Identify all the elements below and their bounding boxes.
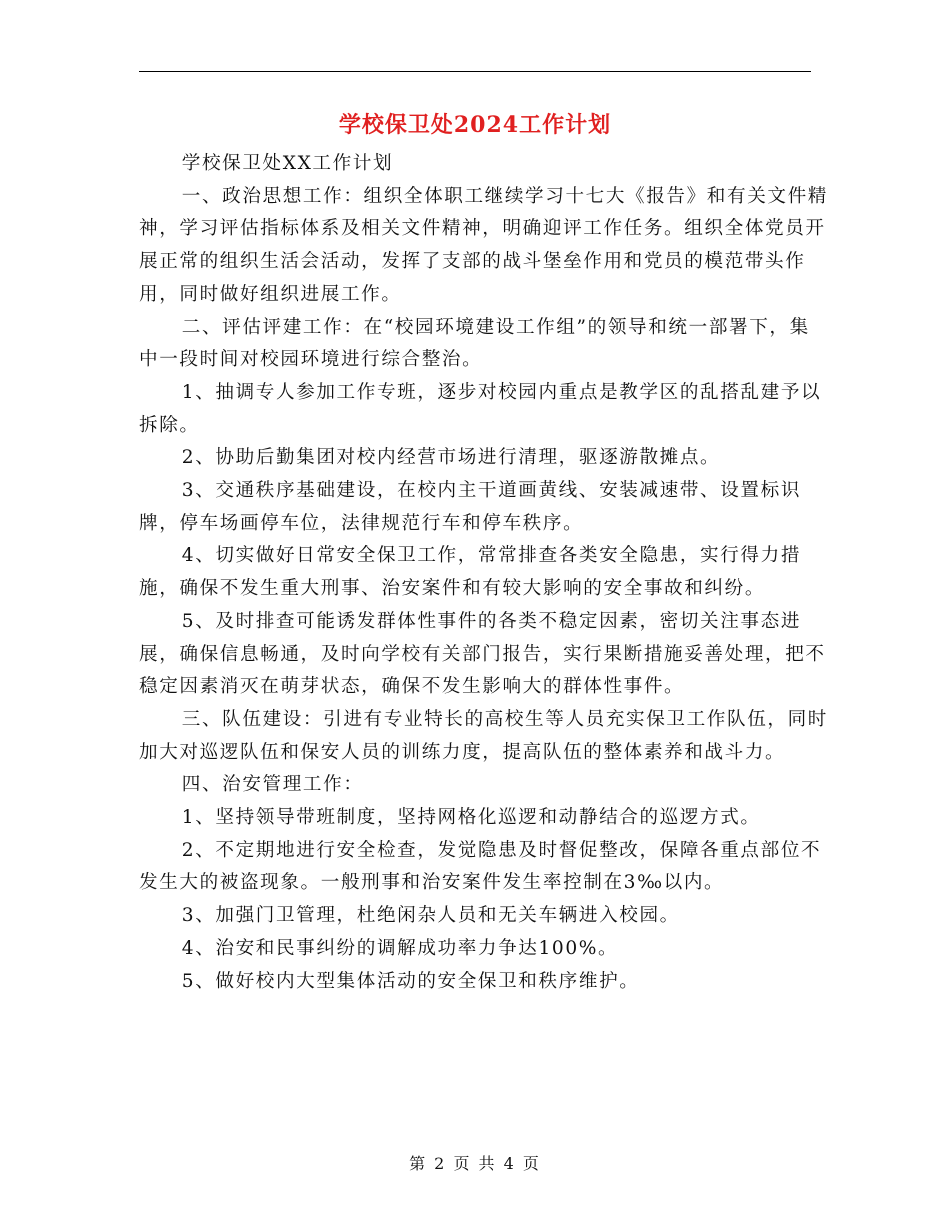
paragraph-item: 4、治安和民事纠纷的调解成功率力争达100%。 xyxy=(181,937,619,959)
document-body xyxy=(139,148,829,998)
paragraph-item: 5、做好校内大型集体活动的安全保卫和秩序维护。 xyxy=(181,970,640,992)
paragraph-item: 3、交通秩序基础建设，在校内主干道画黄线、安装减速带、设置标识牌，停车场画停车位，法律规范行车和停车秩序。 xyxy=(139,480,802,534)
paragraph-item: 2、不定期地进行安全检查，发觉隐患及时督促整改，保障各重点部位不发生大的被盗现象。一般刑事和治安案件发生率控制在3‰以内。 xyxy=(139,839,822,894)
paragraph-item: 3、加强门卫管理，杜绝闲杂人员和无关车辆进入校园。 xyxy=(181,905,680,927)
header-rule xyxy=(139,71,811,72)
page-number-footer: 第 2 页 共 4 页 xyxy=(409,1154,541,1173)
paragraph-item: 2、协助后勤集团对校内经营市场进行清理，驱逐游散摊点。 xyxy=(181,447,721,469)
paragraph-section-3: 三、队伍建设：引进有专业特长的高校生等人员充实保卫工作队伍，同时加大对巡逻队伍和保安人员的训练力度，提高队伍的整体素养和战斗力。 xyxy=(139,708,828,763)
paragraph-item: 1、坚持领导带班制度，坚持网格化巡逻和动静结合的巡逻方式。 xyxy=(181,807,761,829)
paragraph-item: 1、抽调专人参加工作专班，逐步对校园内重点是教学区的乱搭乱建予以拆除。 xyxy=(139,381,822,436)
paragraph-section-2: 二、评估评建工作：在“校园环境建设工作组”的领导和统一部署下，集中一段时间对校园环境进行综合整治。 xyxy=(139,316,810,371)
paragraph-subtitle: 学校保卫处XX工作计划 xyxy=(181,153,394,174)
document-title: 学校保卫处2024工作计划 xyxy=(338,112,612,138)
paragraph-item: 4、切实做好日常安全保卫工作，常常排查各类安全隐患，实行得力措施，确保不发生重大刑事、治安案件和有较大影响的安全事故和纠纷。 xyxy=(139,545,802,600)
paragraph-item: 5、及时排查可能诱发群体性事件的各类不稳定因素，密切关注事态进展，确保信息畅通，及时向学校有关部门报告，实行果断措施妥善处理，把不稳定因素消灭在萌芽状态，确保不发生影响大的群体性事件。 xyxy=(139,610,826,698)
paragraph-section-1: 一、政治思想工作：组织全体职工继续学习十七大《报告》和有关文件精神，学习评估指标体系及相关文件精神，明确迎评工作任务。组织全体党员开展正常的组织生活会活动，发挥了支部的战斗堡垒作用和党员的模范带头作用，同时做好组织进展工作。 xyxy=(139,185,828,305)
paragraph-section-4: 四、治安管理工作： xyxy=(181,774,364,796)
